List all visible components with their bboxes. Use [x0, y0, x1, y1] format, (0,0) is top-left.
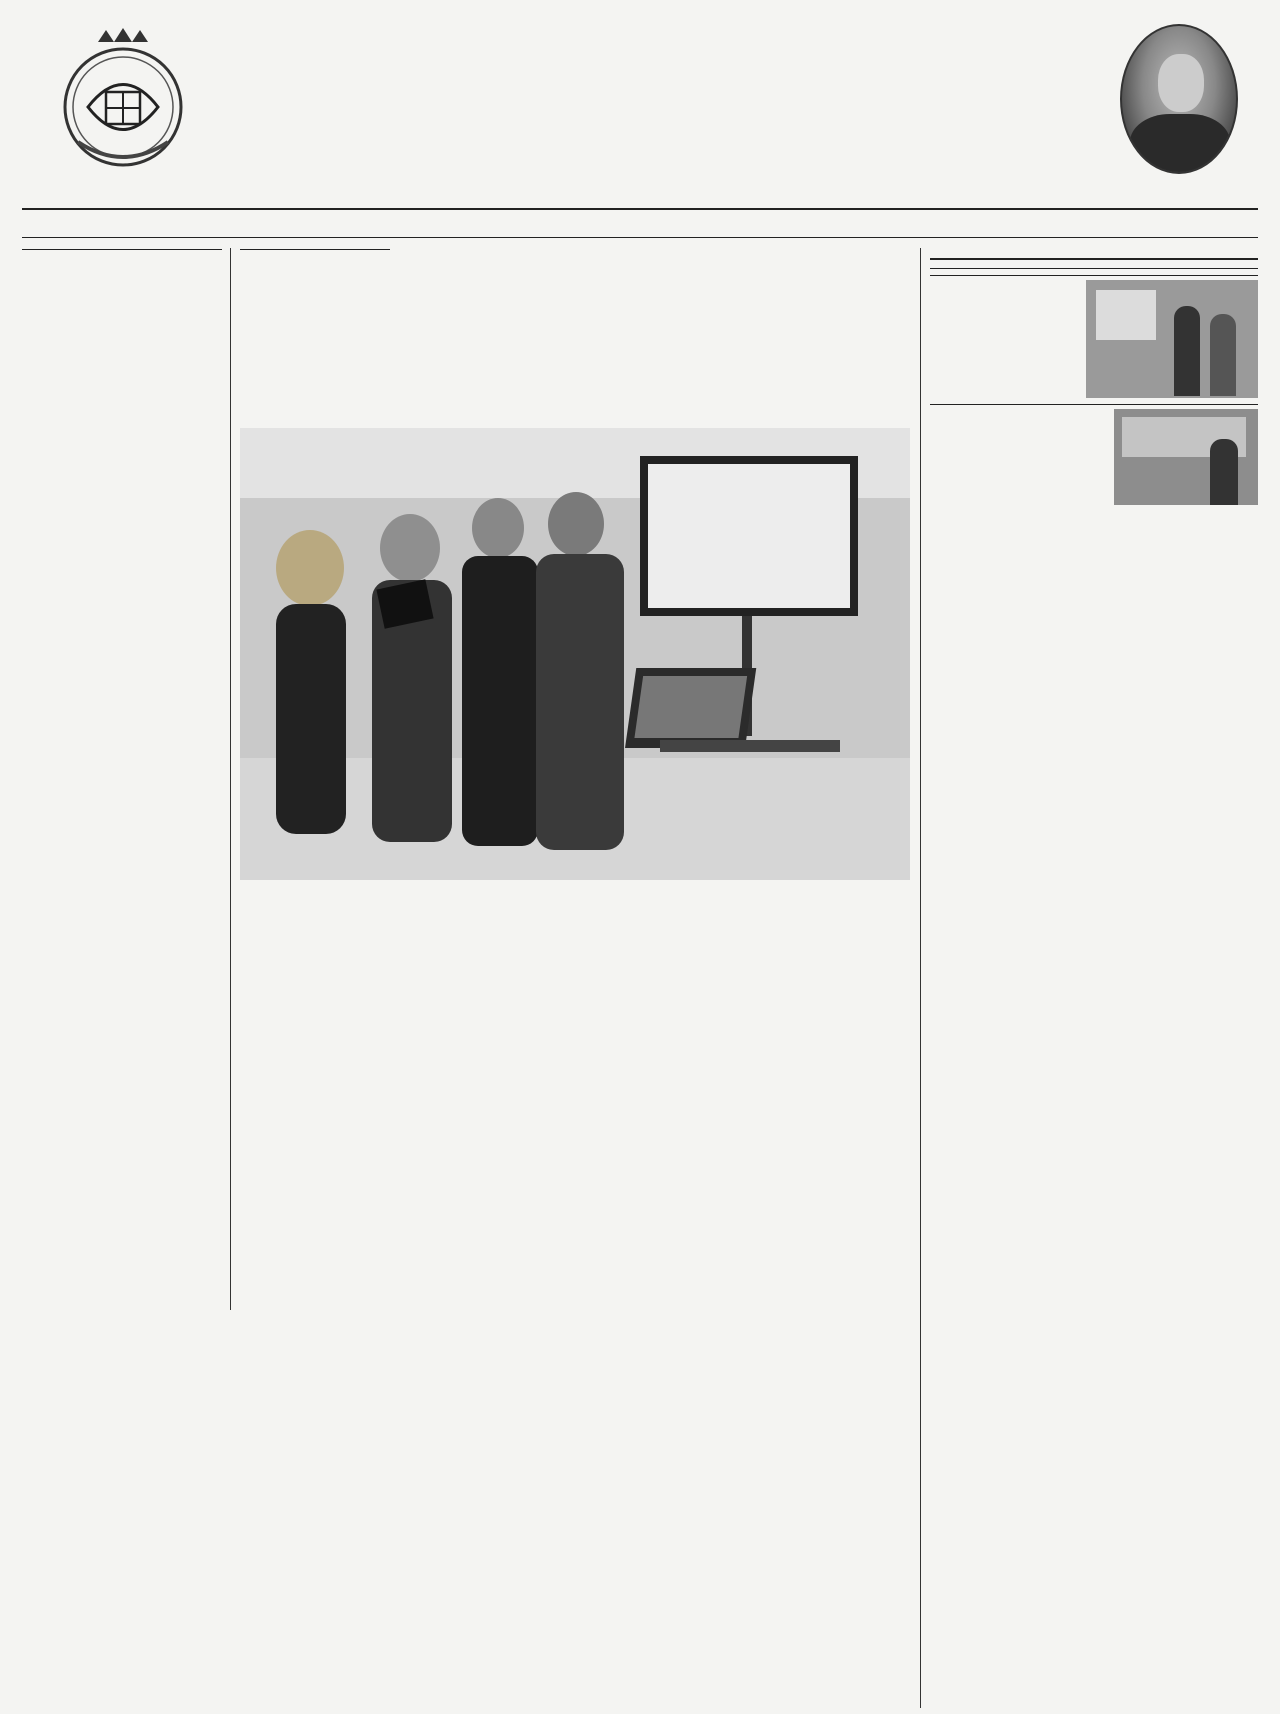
portrait-coat — [1130, 114, 1230, 174]
right-article-2-photo — [1114, 409, 1258, 505]
left-rubric — [22, 248, 222, 250]
right-article-2-headline — [930, 404, 1258, 405]
photo-woman — [1210, 439, 1238, 505]
right-article-2-top — [930, 409, 1258, 505]
right-article-2-lead — [930, 409, 1108, 505]
founder-portrait — [1120, 24, 1238, 174]
portrait-face — [1158, 54, 1204, 112]
right-article-1-headline — [930, 275, 1258, 276]
main-article — [240, 248, 910, 256]
column-divider — [230, 248, 231, 1310]
right-column — [930, 248, 1258, 509]
main-body-col-3-wrap — [693, 926, 910, 932]
photo-person-2 — [1210, 314, 1236, 396]
main-photo — [240, 428, 910, 880]
main-body-col-1 — [240, 926, 457, 932]
right-article-1-top — [930, 280, 1258, 398]
photo-artwork — [1096, 290, 1156, 340]
main-body-col-2 — [467, 926, 684, 932]
issue-info-bar — [22, 208, 1258, 238]
photo-person — [1174, 306, 1200, 396]
chuvash-emblem-icon — [48, 22, 198, 172]
masthead — [22, 12, 1258, 212]
right-article-1-photo — [1086, 280, 1258, 398]
main-rubric — [240, 248, 390, 250]
left-article — [22, 248, 222, 264]
right-article-1-lead — [930, 280, 1080, 398]
main-body-columns — [240, 926, 910, 932]
column-divider-right — [920, 248, 921, 1708]
sene-hypar-box — [930, 258, 1258, 269]
